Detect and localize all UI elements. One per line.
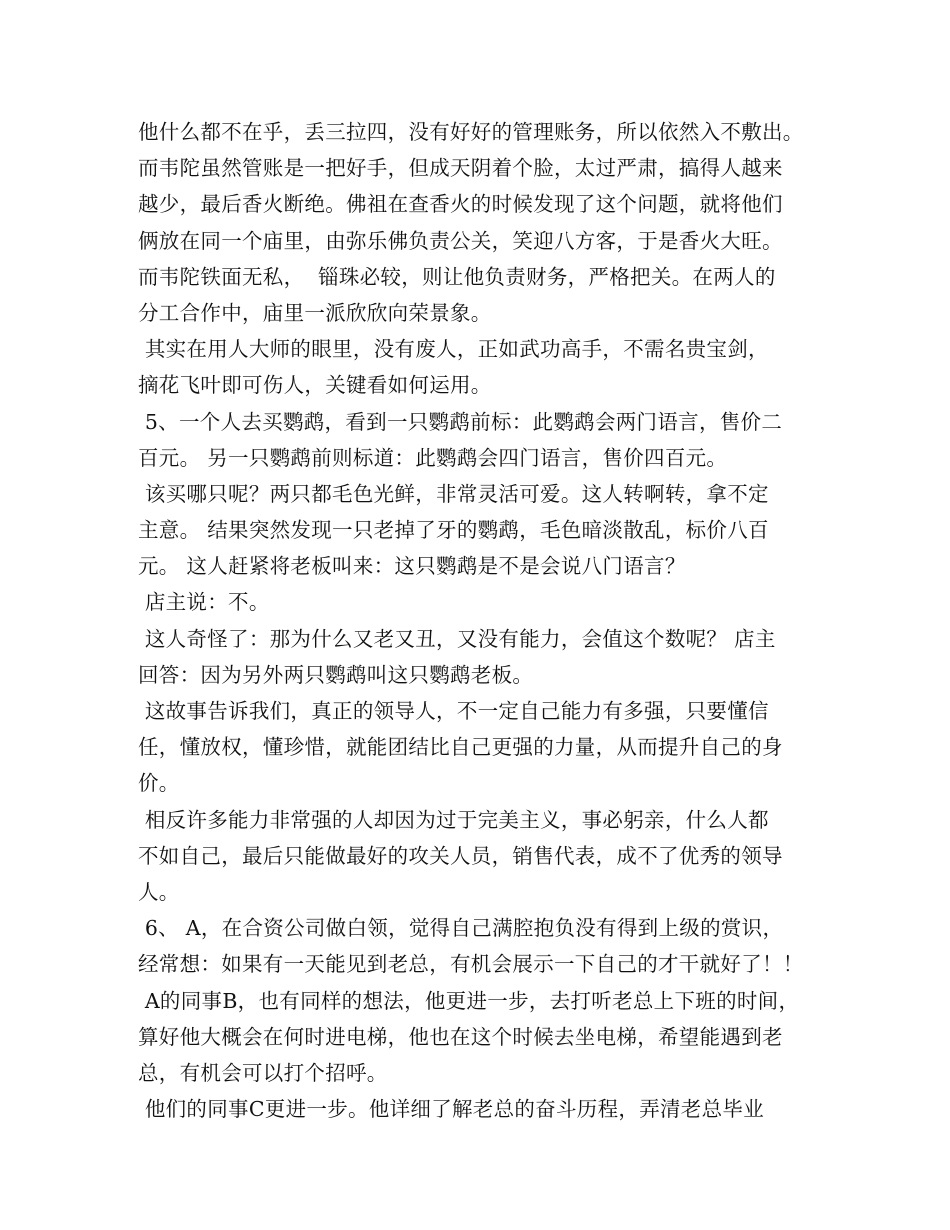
- body-text: [138, 114, 838, 1127]
- text-line: 价。: [138, 771, 180, 796]
- text-line: 6、 A，在合资公司做白领，觉得自己满腔抱负没有得到上级的赏识，: [138, 916, 784, 941]
- text-line: 分工合作中，庙里一派欣欣向荣景象。: [138, 300, 492, 325]
- text-line: 他们的同事C更进一步。他详细了解老总的奋斗历程，弄清老总毕业: [138, 1097, 764, 1122]
- text-line: 该买哪只呢？两只都毛色光鲜，非常灵活可爱。这人转啊转，拿不定: [138, 481, 769, 506]
- text-line: 经常想：如果有一天能见到老总，有机会展示一下自己的才干就好了！！: [138, 952, 804, 977]
- text-line: 5、一个人去买鹦鹉，看到一只鹦鹉前标：此鹦鹉会两门语言，售价二: [138, 409, 783, 434]
- text-line: 相反许多能力非常强的人却因为过于完美主义，事必躬亲，什么人都: [138, 807, 769, 832]
- text-line: 这故事告诉我们，真正的领导人，不一定自己能力有多强，只要懂信: [138, 699, 769, 723]
- text-line: 百元。 另一只鹦鹉前则标道：此鹦鹉会四门语言，售价四百元。: [138, 445, 728, 470]
- text-line: 越少，最后香火断绝。佛祖在查香火的时候发现了这个问题，就将他们: [138, 192, 783, 217]
- text-line: 这人奇怪了：那为什么又老又丑，又没有能力，会值这个数呢？ 店主: [138, 626, 776, 651]
- text-line: 摘花飞叶即可伤人，关键看如何运用。: [138, 373, 492, 398]
- text-line: 总，有机会可以打个招呼。: [138, 1060, 388, 1085]
- text-line: 而韦陀虽然管账是一把好手，但成天阴着个脸，太过严肃，搞得人越来: [138, 156, 783, 181]
- text-line: 算好他大概会在何时进电梯，他也在这个时候去坐电梯，希望能遇到老: [138, 1024, 783, 1049]
- text-line: 他什么都不在乎，丢三拉四，没有好好的管理账务，所以依然入不敷出。: [138, 120, 804, 144]
- text-line: 人。: [138, 879, 180, 904]
- text-line: 其实在用人大师的眼里，没有废人，正如武功高手，不需名贵宝剑，: [138, 337, 769, 362]
- text-line: 而韦陀铁面无私， 锱珠必较，则让他负责财务，严格把关。在两人的: [138, 264, 776, 289]
- text-line: 任，懂放权，懂珍惜，就能团结比自己更强的力量，从而提升自己的身: [138, 735, 783, 760]
- text-line: A的同事B，也有同样的想法，他更进一步，去打听老总上下班的时间，: [138, 988, 800, 1013]
- text-line: 回答：因为另外两只鹦鹉叫这只鹦鹉老板。: [138, 662, 534, 687]
- text-line: 店主说：不。: [138, 590, 270, 615]
- text-line: 元。 这人赶紧将老板叫来：这只鹦鹉是不是会说八门语言？: [138, 554, 686, 579]
- text-line: 不如自己，最后只能做最好的攻关人员，销售代表，成不了优秀的领导: [138, 843, 783, 868]
- text-line: 主意。 结果突然发现一只老掉了牙的鹦鹉，毛色暗淡散乱，标价八百: [138, 518, 769, 543]
- text-line: 俩放在同一个庙里，由弥乐佛负责公关，笑迎八方客，于是香火大旺。: [138, 228, 783, 253]
